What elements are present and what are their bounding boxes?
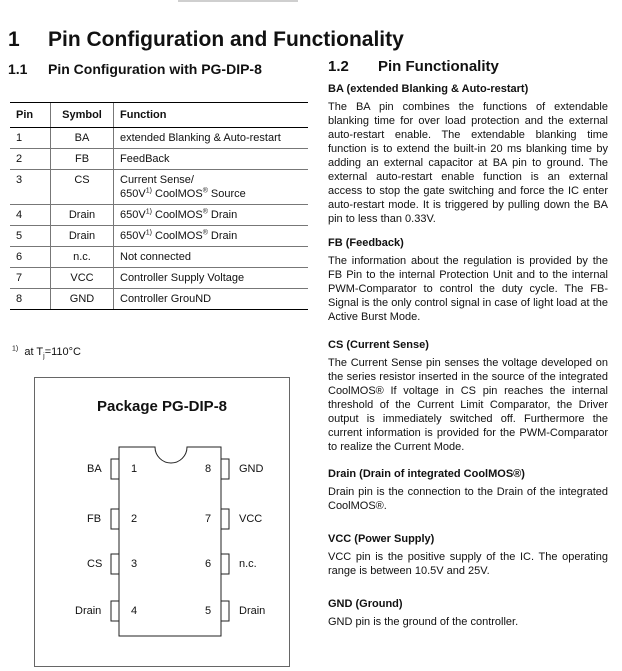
symbol-cell: CS: [51, 170, 114, 205]
section-title: Pin Configuration and Functionality: [48, 28, 404, 51]
left-pin-legs: [111, 459, 119, 621]
table-footnote: [12, 346, 81, 360]
footnote-marker: 1): [145, 187, 152, 195]
function-line-2: [120, 187, 302, 201]
function-cell: FeedBack: [114, 149, 309, 170]
function-cell: [114, 205, 309, 226]
pin-label-vcc: VCC: [239, 513, 263, 525]
function-cell: [114, 226, 309, 247]
table-header-row: [10, 103, 308, 128]
pin-cell: 7: [10, 268, 51, 289]
pin-leg-4: [111, 601, 119, 621]
function-cell: [114, 170, 309, 205]
section-heading: FB (Feedback): [328, 237, 404, 249]
footnote-value: =110°C: [44, 346, 81, 358]
symbol-cell: GND: [51, 289, 114, 310]
pin-cell: 2: [10, 149, 51, 170]
subsection-number: 1.1: [8, 61, 28, 77]
table-row: [10, 170, 308, 205]
right-pin-legs: [221, 459, 229, 621]
pin-number-4: 4: [131, 605, 138, 617]
pin-number-3: 3: [131, 558, 138, 570]
pin-number-8: 8: [205, 463, 212, 475]
table-row: [10, 247, 308, 268]
symbol-cell: Drain: [51, 226, 114, 247]
section-heading: GND (Ground): [328, 598, 403, 610]
section-body: GND pin is the ground of the controller.: [328, 616, 519, 628]
pin-label-drain-left: Drain: [75, 605, 102, 617]
function-cell: extended Blanking & Auto-restart: [114, 128, 309, 149]
section-body: VCC pin is the positive supply of the IC. The operating range is between 10.5V and 25V.: [328, 551, 608, 577]
registered-mark: ®: [202, 187, 208, 195]
section-heading: VCC (Power Supply): [328, 533, 435, 545]
top-rule: [178, 0, 298, 2]
pin-leg-5: [221, 601, 229, 621]
section-heading: Drain (Drain of integrated CoolMOS®): [328, 468, 525, 480]
subsection-title: Pin Functionality: [378, 58, 499, 75]
column-header-pin: Pin: [10, 103, 51, 128]
pin-leg-2: [111, 509, 119, 529]
package-diagram: [34, 377, 290, 667]
pin-number-6: 6: [205, 558, 212, 570]
subsection-title: Pin Configuration with PG-DIP-8: [48, 61, 262, 77]
page-title: [8, 28, 404, 52]
table-row: [10, 128, 308, 149]
symbol-cell: FB: [51, 149, 114, 170]
section-body: The Current Sense pin senses the voltage developed on the series resistor inserted in the source of the integrated CoolMOS® If voltage in CS pin reaches the internal threshold of the Current Limit Comparator, the Driver output is immediately switched off. Furthermore the current information is provided for the PWM-Comparator to realize the Current Mode.: [328, 357, 608, 453]
subsection-heading-pin-configuration: [8, 61, 262, 77]
pin-leg-8: [221, 459, 229, 479]
subsection-heading-pin-functionality: [328, 58, 499, 75]
symbol-cell: Drain: [51, 205, 114, 226]
registered-mark: ®: [202, 229, 208, 237]
registered-mark: ®: [202, 208, 208, 216]
pin-leg-1: [111, 459, 119, 479]
function-cell: Controller Supply Voltage: [114, 268, 309, 289]
table-row: [10, 149, 308, 170]
function-suffix: Drain: [207, 209, 238, 221]
column-header-symbol: Symbol: [51, 103, 114, 128]
pin-label-cs: CS: [87, 558, 103, 570]
pin-leg-7: [221, 509, 229, 529]
pin-number-7: 7: [205, 513, 212, 525]
pin-cell: 3: [10, 170, 51, 205]
brand-text: CoolMOS: [151, 230, 203, 242]
voltage-text: 650V: [120, 188, 146, 200]
pin-label-nc: n.c.: [239, 558, 257, 570]
pin-cell: 4: [10, 205, 51, 226]
voltage-text: 650V: [120, 209, 146, 221]
pin-table: [10, 102, 308, 310]
symbol-cell: BA: [51, 128, 114, 149]
pin-leg-3: [111, 554, 119, 574]
pin-number-1: 1: [131, 463, 138, 475]
column-header-function: Function: [114, 103, 309, 128]
function-cell: Not connected: [114, 247, 309, 268]
pin-leg-6: [221, 554, 229, 574]
pin-cell: 6: [10, 247, 51, 268]
function-suffix: Drain: [207, 230, 238, 242]
package-title: Package PG-DIP-8: [96, 398, 228, 415]
function-cell: Controller GrouND: [114, 289, 309, 310]
footnote-mark: 1): [12, 345, 19, 353]
pin-number-2: 2: [131, 513, 138, 525]
pin-number-5: 5: [205, 605, 212, 617]
symbol-cell: VCC: [51, 268, 114, 289]
section-body: The BA pin combines the functions of extendable blanking time for over load protection and the external auto-restart enable. The extendable blanking time function is to extend the built-in 20 ms blanking time by adding an external capacitor at BA pin to ground. The external auto-restart enable function is an external access to stop the gate switching and force the IC enter auto-restart mode. It is triggered by pulling down the BA pin to less than 0.33V.: [328, 101, 608, 225]
brand-text: CoolMOS: [151, 188, 203, 200]
section-heading: CS (Current Sense): [328, 339, 429, 351]
function-suffix: Source: [207, 188, 246, 200]
section-vcc: [328, 532, 608, 578]
footnote-marker: 1): [145, 229, 152, 237]
section-cs: [328, 338, 608, 454]
pin-cell: 8: [10, 289, 51, 310]
section-drain: [328, 467, 608, 513]
pin-label-ba: BA: [87, 463, 102, 475]
section-gnd: [328, 597, 608, 629]
pin-label-fb: FB: [87, 513, 102, 525]
brand-text: CoolMOS: [151, 209, 203, 221]
voltage-text: 650V: [120, 230, 146, 242]
footnote-text: at T: [24, 346, 44, 358]
table-row: [10, 226, 308, 247]
table-row: [10, 289, 308, 310]
section-heading: BA (extended Blanking & Auto-restart): [328, 83, 529, 95]
function-line-1: Current Sense/: [120, 174, 194, 186]
section-fb: [328, 236, 608, 324]
footnote-subscript: j: [43, 353, 45, 361]
section-body: The information about the regulation is provided by the FB Pin to the internal Protection Unit and to the internal PWM-Comparator to control the duty cycle. The FB-Signal is the only control signal in case of light load at the Active Burst Mode.: [328, 255, 608, 323]
table-row: [10, 268, 308, 289]
section-body: Drain pin is the connection to the Drain of the integrated CoolMOS®.: [328, 486, 608, 512]
section-number: 1: [8, 28, 20, 51]
symbol-cell: n.c.: [51, 247, 114, 268]
pin-cell: 5: [10, 226, 51, 247]
subsection-number: 1.2: [328, 58, 349, 75]
pin-label-drain-right: Drain: [239, 605, 266, 617]
pin-label-gnd: GND: [239, 463, 264, 475]
table-row: [10, 205, 308, 226]
footnote-marker: 1): [145, 208, 152, 216]
section-ba: [328, 82, 608, 226]
pin-cell: 1: [10, 128, 51, 149]
